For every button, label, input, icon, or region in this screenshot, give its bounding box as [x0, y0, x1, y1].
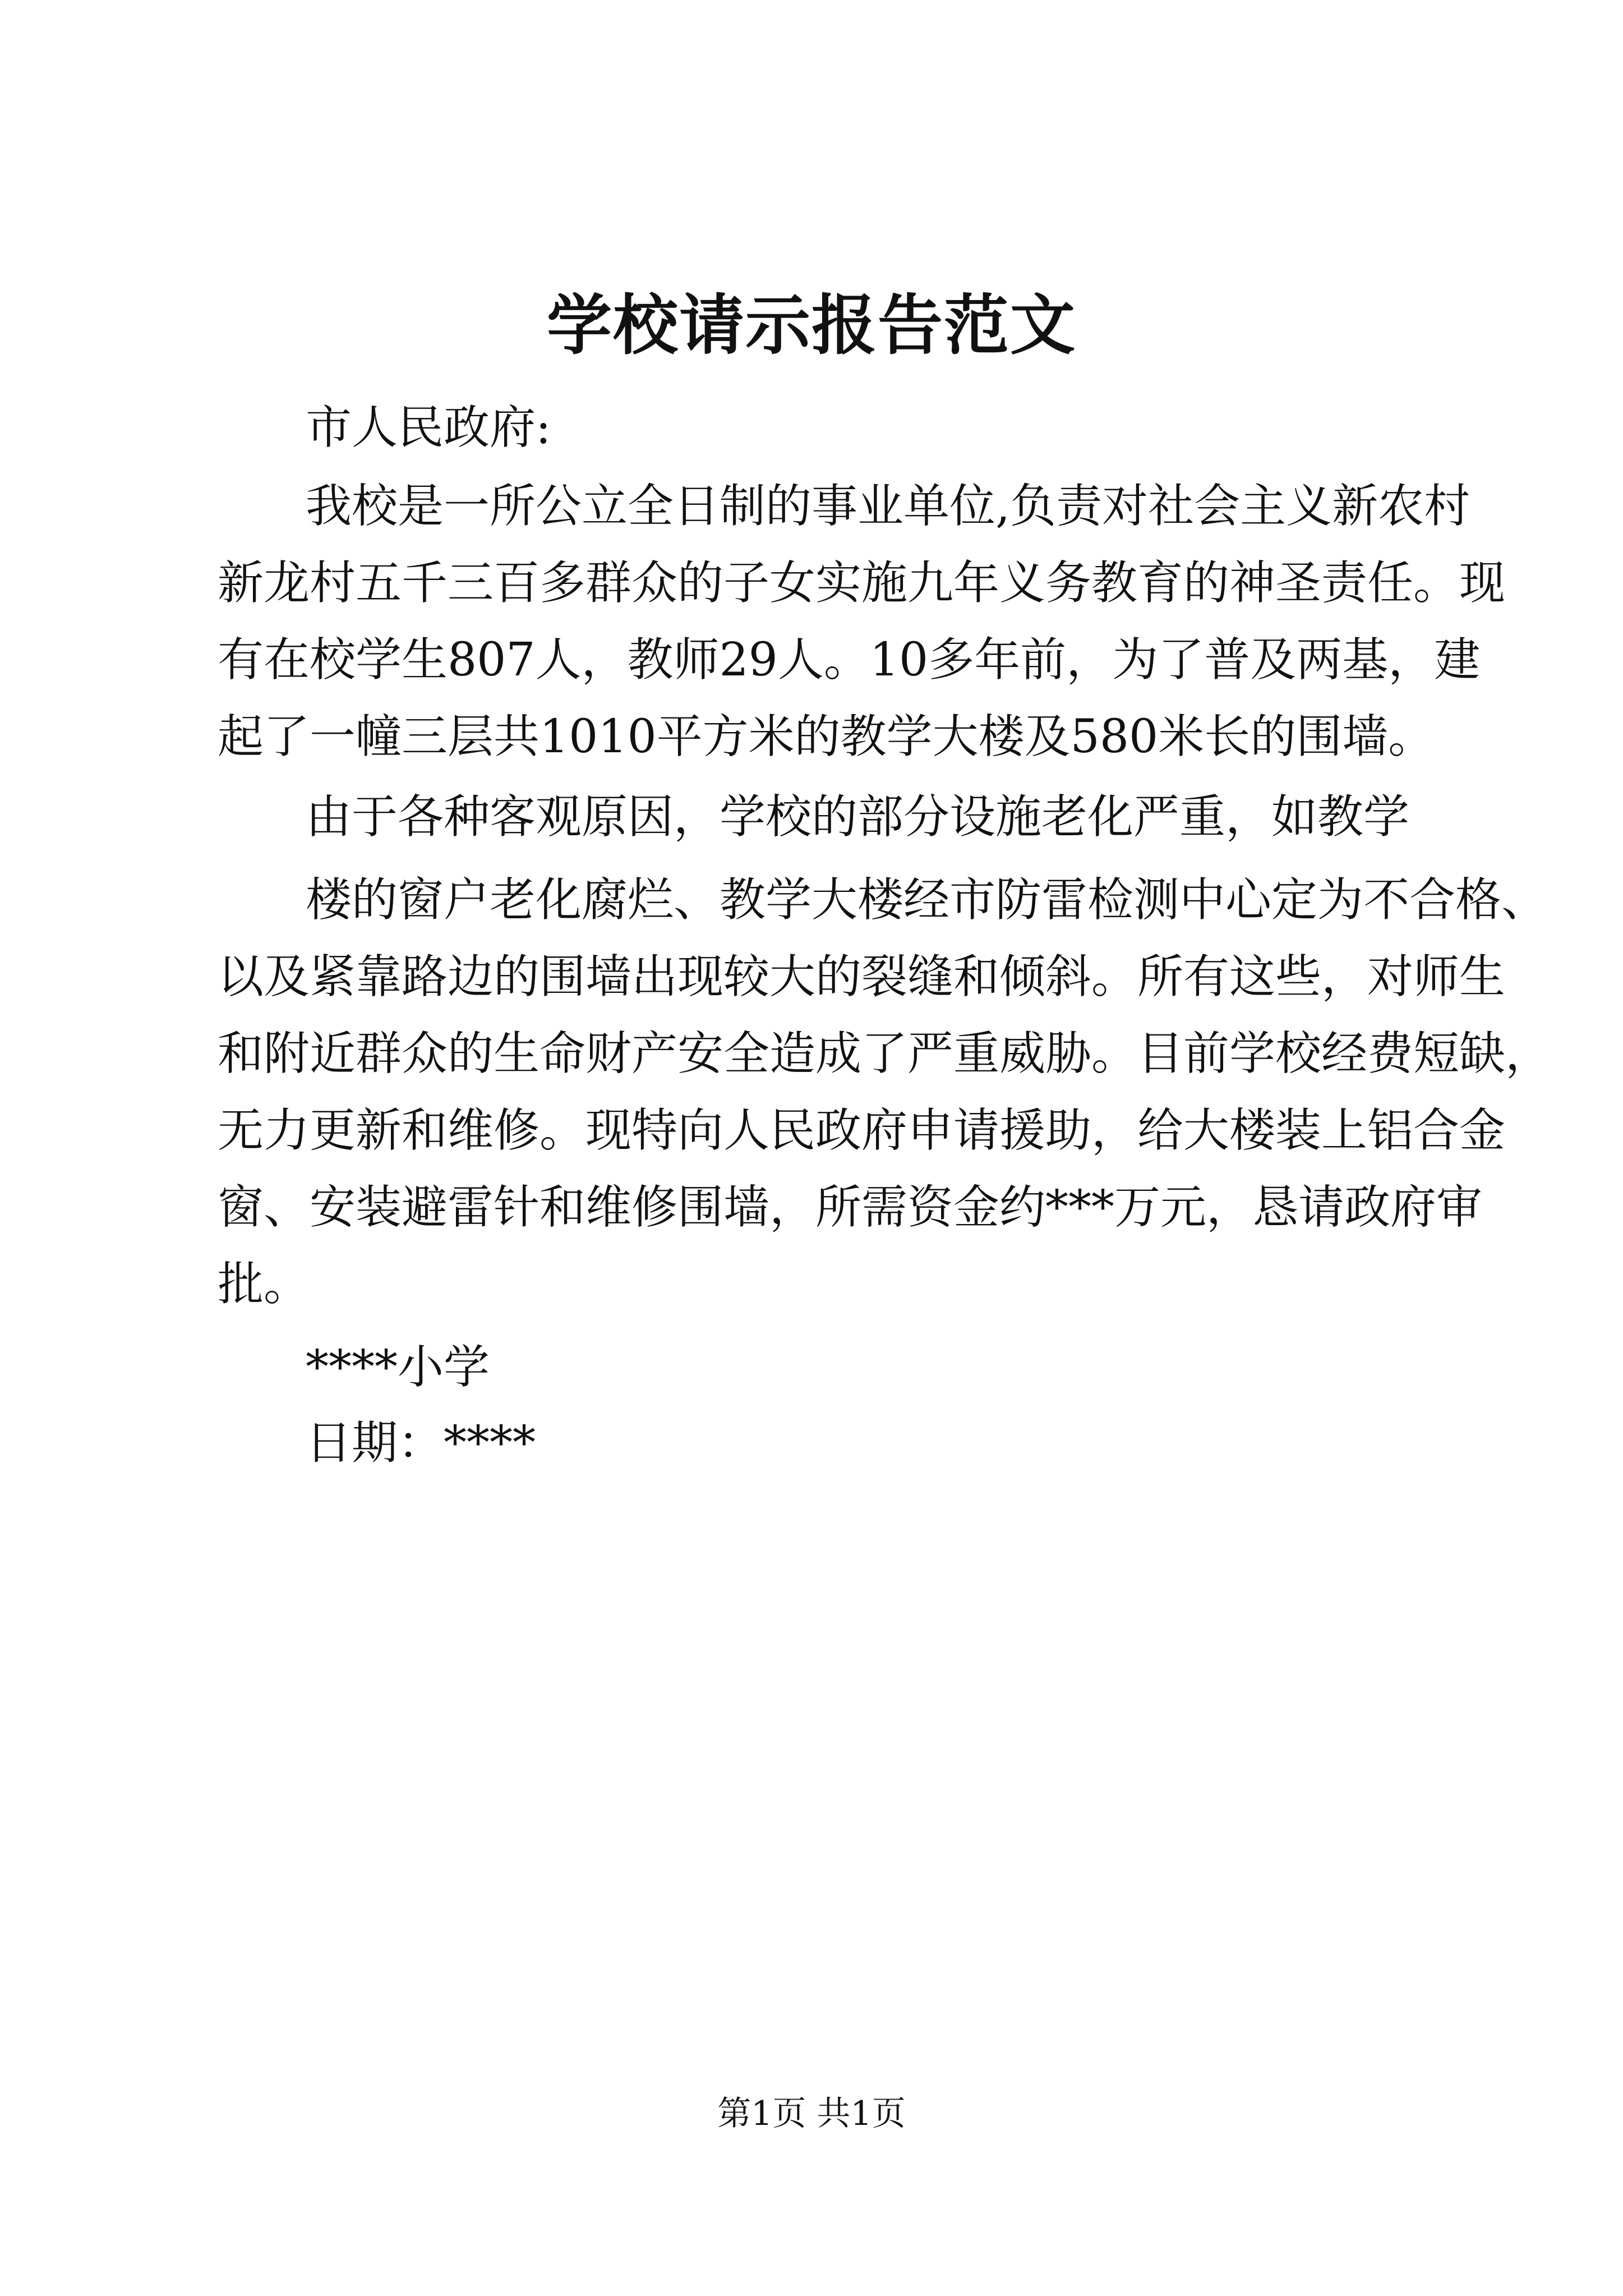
salutation: 市人民政府: [306, 401, 551, 454]
paragraph-1-line-3: 有在校学生807人，教师29人。10多年前，为了普及两基，建 [218, 633, 1481, 687]
paragraph-1-line-1: 我校是一所公立全日制的事业单位,负责对社会主义新农村 [306, 480, 1470, 533]
signature: ****小学 [306, 1341, 490, 1394]
document-title: 学校请示报告范文 [547, 287, 1076, 364]
paragraph-1-line-2: 新龙村五千三百多群众的子女实施九年义务教育的神圣责任。现 [218, 556, 1506, 610]
paragraph-2-line-1: 由于各种客观原因，学校的部分设施老化严重，如教学 [306, 790, 1410, 844]
paragraph-1-line-4: 起了一幢三层共1010平方米的教学大楼及580米长的围墙。 [218, 710, 1435, 763]
paragraph-3-line-4: 无力更新和维修。现特向人民政府申请援助，给大楼装上铝合金 [218, 1104, 1506, 1157]
paragraph-3-line-3: 和附近群众的生命财产安全造成了严重威胁。目前学校经费短缺， [218, 1027, 1552, 1080]
paragraph-3-line-6: 批。 [218, 1258, 310, 1311]
paragraph-3-line-5: 窗、安装避雷针和维修围墙，所需资金约***万元，恳请政府审 [218, 1181, 1483, 1234]
paragraph-3-line-1: 楼的窗户老化腐烂、教学大楼经市防雷检测中心定为不合格、 [306, 873, 1548, 927]
page-footer: 第1页 共1页 [717, 2094, 906, 2133]
paragraph-3-line-2: 以及紧靠路边的围墙出现较大的裂缝和倾斜。所有这些，对师生 [218, 950, 1506, 1004]
date-line: 日期：**** [306, 1416, 536, 1470]
